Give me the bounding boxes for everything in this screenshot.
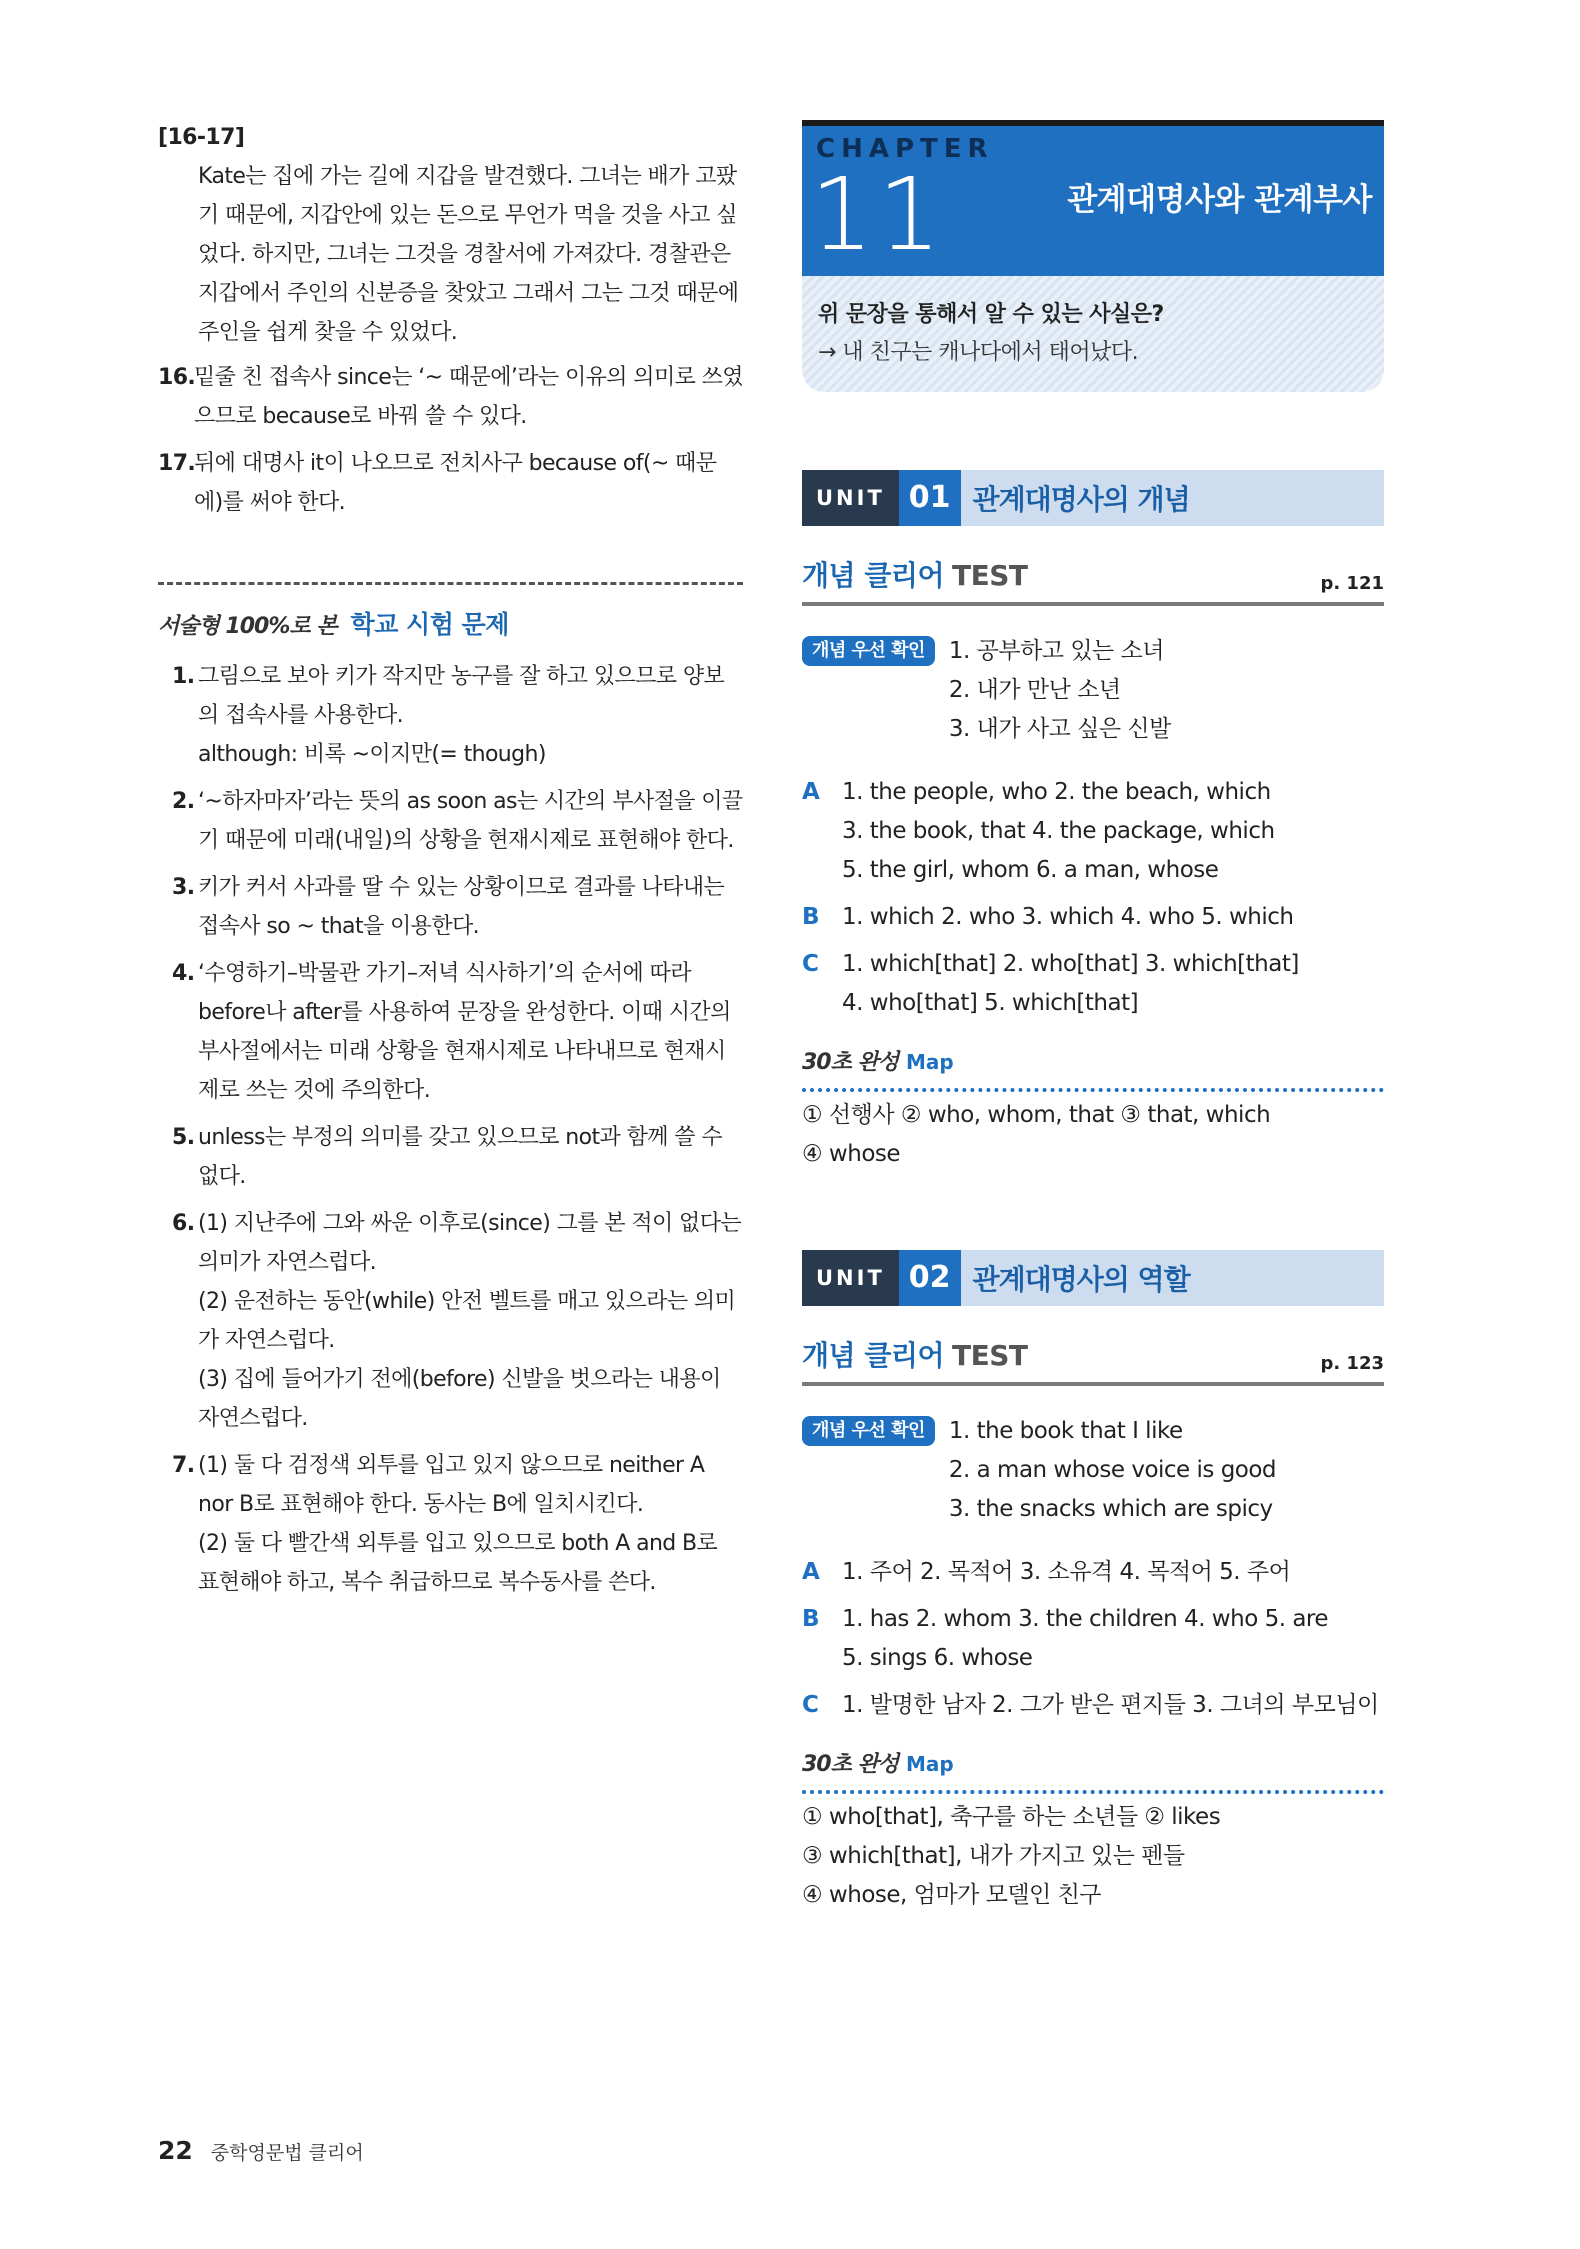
page-ref: p. 121 <box>1320 573 1384 594</box>
unit-label: UNIT <box>802 470 899 526</box>
answer-item-17: 17. 뒤에 대명사 it이 나오므로 전치사구 because of(~ 때문에)를 써야 한다. <box>158 451 717 515</box>
unit-title: 관계대명사의 개념 <box>972 483 1190 516</box>
answer-item-16: 16. 밑줄 친 접속사 since는 ‘~ 때문에’라는 이유의 의미로 쓰였으므로 because로 바꿔 쓸 수 있다. <box>158 365 743 429</box>
unit-number: 02 <box>899 1250 961 1306</box>
test-title-en: TEST <box>952 559 1028 592</box>
map-title: 30초 완성 Map <box>802 1050 954 1075</box>
map-answers: ① 선행사 ② who, whom, that ③ that, which ④ whose <box>802 1102 1271 1167</box>
test-heading <box>802 554 1384 606</box>
passage-text: Kate는 집에 가는 길에 지갑을 발견했다. 그녀는 배가 고팠기 때문에, 지갑안에 있는 돈으로 무언가 먹을 것을 사고 싶었다. 하지만, 그녀는 그것을 경찰서에 가져갔다. 경찰관은 지갑에서 주인의 신분증을 찾았고 그래서 그는 그것 때문에 주인을 쉽게 찾을 수 있었다. <box>198 164 739 345</box>
answer-block <box>802 773 1384 1023</box>
check-item: 3. the snacks which are spicy <box>948 1496 1273 1522</box>
concept-badge: 개념 우선 확인 <box>802 1416 935 1446</box>
unit-bar <box>802 470 1384 526</box>
answer-row-c: C 1. which[that] 2. who[that] 3. which[that] 4. who[that] 5. which[that] <box>802 951 1299 1016</box>
left-column <box>158 118 743 1610</box>
exam-item-4: 4. ‘수영하기–박물관 가기–저녁 식사하기’의 순서에 따라 before나 after를 사용하여 문장을 완성한다. 이때 시간의 부사절에서는 미래 상황을 현재시제로 나타내므로 현재시제로 쓰는 것에 주의한다. <box>172 961 731 1103</box>
unit-title: 관계대명사의 역할 <box>972 1263 1190 1296</box>
test-heading <box>802 1334 1384 1386</box>
answer-row-a: A 1. the people, who 2. the beach, which 3. the book, that 4. the package, which 5. the girl, whom 6. a man, whose <box>802 779 1275 883</box>
section-hand-label: 서술형 100%로 본 <box>158 614 337 639</box>
map-answers: ① who[that], 축구를 하는 소년들 ② likes ③ which[that], 내가 가지고 있는 펜들 ④ whose, 엄마가 모델인 친구 <box>802 1804 1221 1908</box>
chapter-title: 관계대명사와 관계부사 <box>1067 182 1372 218</box>
check-item: 2. a man whose voice is good <box>948 1457 1277 1483</box>
dotted-divider <box>802 1088 1384 1092</box>
unit-01-section <box>802 470 1384 1174</box>
check-item: 2. 내가 만난 소년 <box>948 677 1121 703</box>
chapter-number: 11 <box>810 156 946 273</box>
chapter-label: CHAPTER <box>816 134 994 164</box>
answer-row-a: A 1. 주어 2. 목적어 3. 소유격 4. 목적어 5. 주어 <box>802 1559 1291 1585</box>
unit-02-section <box>802 1250 1384 1915</box>
passage-header: [16-17] <box>158 125 245 150</box>
concept-check <box>802 632 1384 749</box>
section-title <box>158 605 743 641</box>
unit-number: 01 <box>899 470 961 526</box>
section-blue-title: 학교 시험 문제 <box>350 610 509 639</box>
intro-question: 위 문장을 통해서 알 수 있는 사실은? <box>818 302 1164 327</box>
exam-answers <box>158 657 743 1602</box>
intro-answer: → 내 친구는 캐나다에서 태어났다. <box>818 340 1139 365</box>
dotted-divider <box>802 1790 1384 1794</box>
test-title-en: TEST <box>952 1339 1028 1372</box>
dashed-divider <box>158 582 743 585</box>
answer-row-b: B 1. has 2. whom 3. the children 4. who 5. are 5. sings 6. whose <box>802 1606 1329 1671</box>
exam-item-6: 6. (1) 지난주에 그와 싸운 이후로(since) 그를 본 적이 없다는 의미가 자연스럽다. (2) 운전하는 동안(while) 안전 벨트를 매고 있으라는 의미가 자연스럽다. (3) 집에 들어가기 전에(before) 신발을 벗으라는 내용이 자연스럽다. <box>172 1211 742 1431</box>
answer-row-b: B 1. which 2. who 3. which 4. who 5. which <box>802 904 1294 930</box>
map-title: 30초 완성 Map <box>802 1752 954 1777</box>
test-title-ko: 개념 클리어 <box>802 1339 944 1372</box>
check-item: 1. 공부하고 있는 소녀 <box>948 638 1164 664</box>
answer-block <box>802 1553 1384 1725</box>
page-number: 22 <box>158 2136 193 2165</box>
book-title: 중학영문법 클리어 <box>210 2142 364 2164</box>
right-column <box>802 120 1384 1915</box>
concept-check <box>802 1412 1384 1529</box>
page-footer <box>158 2136 364 2165</box>
exam-item-7: 7. (1) 둘 다 검정색 외투를 입고 있지 않으므로 neither A nor B로 표현해야 한다. 동사는 B에 일치시킨다. (2) 둘 다 빨간색 외투를 입고 있으므로 both A and B로 표현해야 하고, 복수 취급하므로 복수동사를 쓴다. <box>172 1453 718 1595</box>
chapter-header <box>802 120 1384 276</box>
unit-label: UNIT <box>802 1250 899 1306</box>
exam-item-3: 3. 키가 커서 사과를 딸 수 있는 상황이므로 결과를 나타내는 접속사 so ~ that을 이용한다. <box>172 875 725 939</box>
test-title-ko: 개념 클리어 <box>802 559 944 592</box>
check-item: 1. the book that I like <box>948 1418 1183 1444</box>
unit-bar <box>802 1250 1384 1306</box>
exam-item-2: 2. ‘~하자마자’라는 뜻의 as soon as는 시간의 부사절을 이끌기 때문에 미래(내일)의 상황을 현재시제로 표현해야 한다. <box>172 789 743 853</box>
answer-row-c: C 1. 발명한 남자 2. 그가 받은 편지들 3. 그녀의 부모님이 <box>802 1692 1379 1718</box>
exam-item-1: 1. 그림으로 보아 키가 작지만 농구를 잘 하고 있으므로 양보의 접속사를 사용한다. although: 비록 ~이지만(= though) <box>172 664 725 767</box>
exam-item-5: 5. unless는 부정의 의미를 갖고 있으므로 not과 함께 쓸 수 없다. <box>172 1125 722 1189</box>
check-item: 3. 내가 사고 싶은 신발 <box>948 716 1171 742</box>
chapter-intro-box <box>802 276 1384 392</box>
concept-badge: 개념 우선 확인 <box>802 636 935 666</box>
page-ref: p. 123 <box>1320 1353 1384 1374</box>
